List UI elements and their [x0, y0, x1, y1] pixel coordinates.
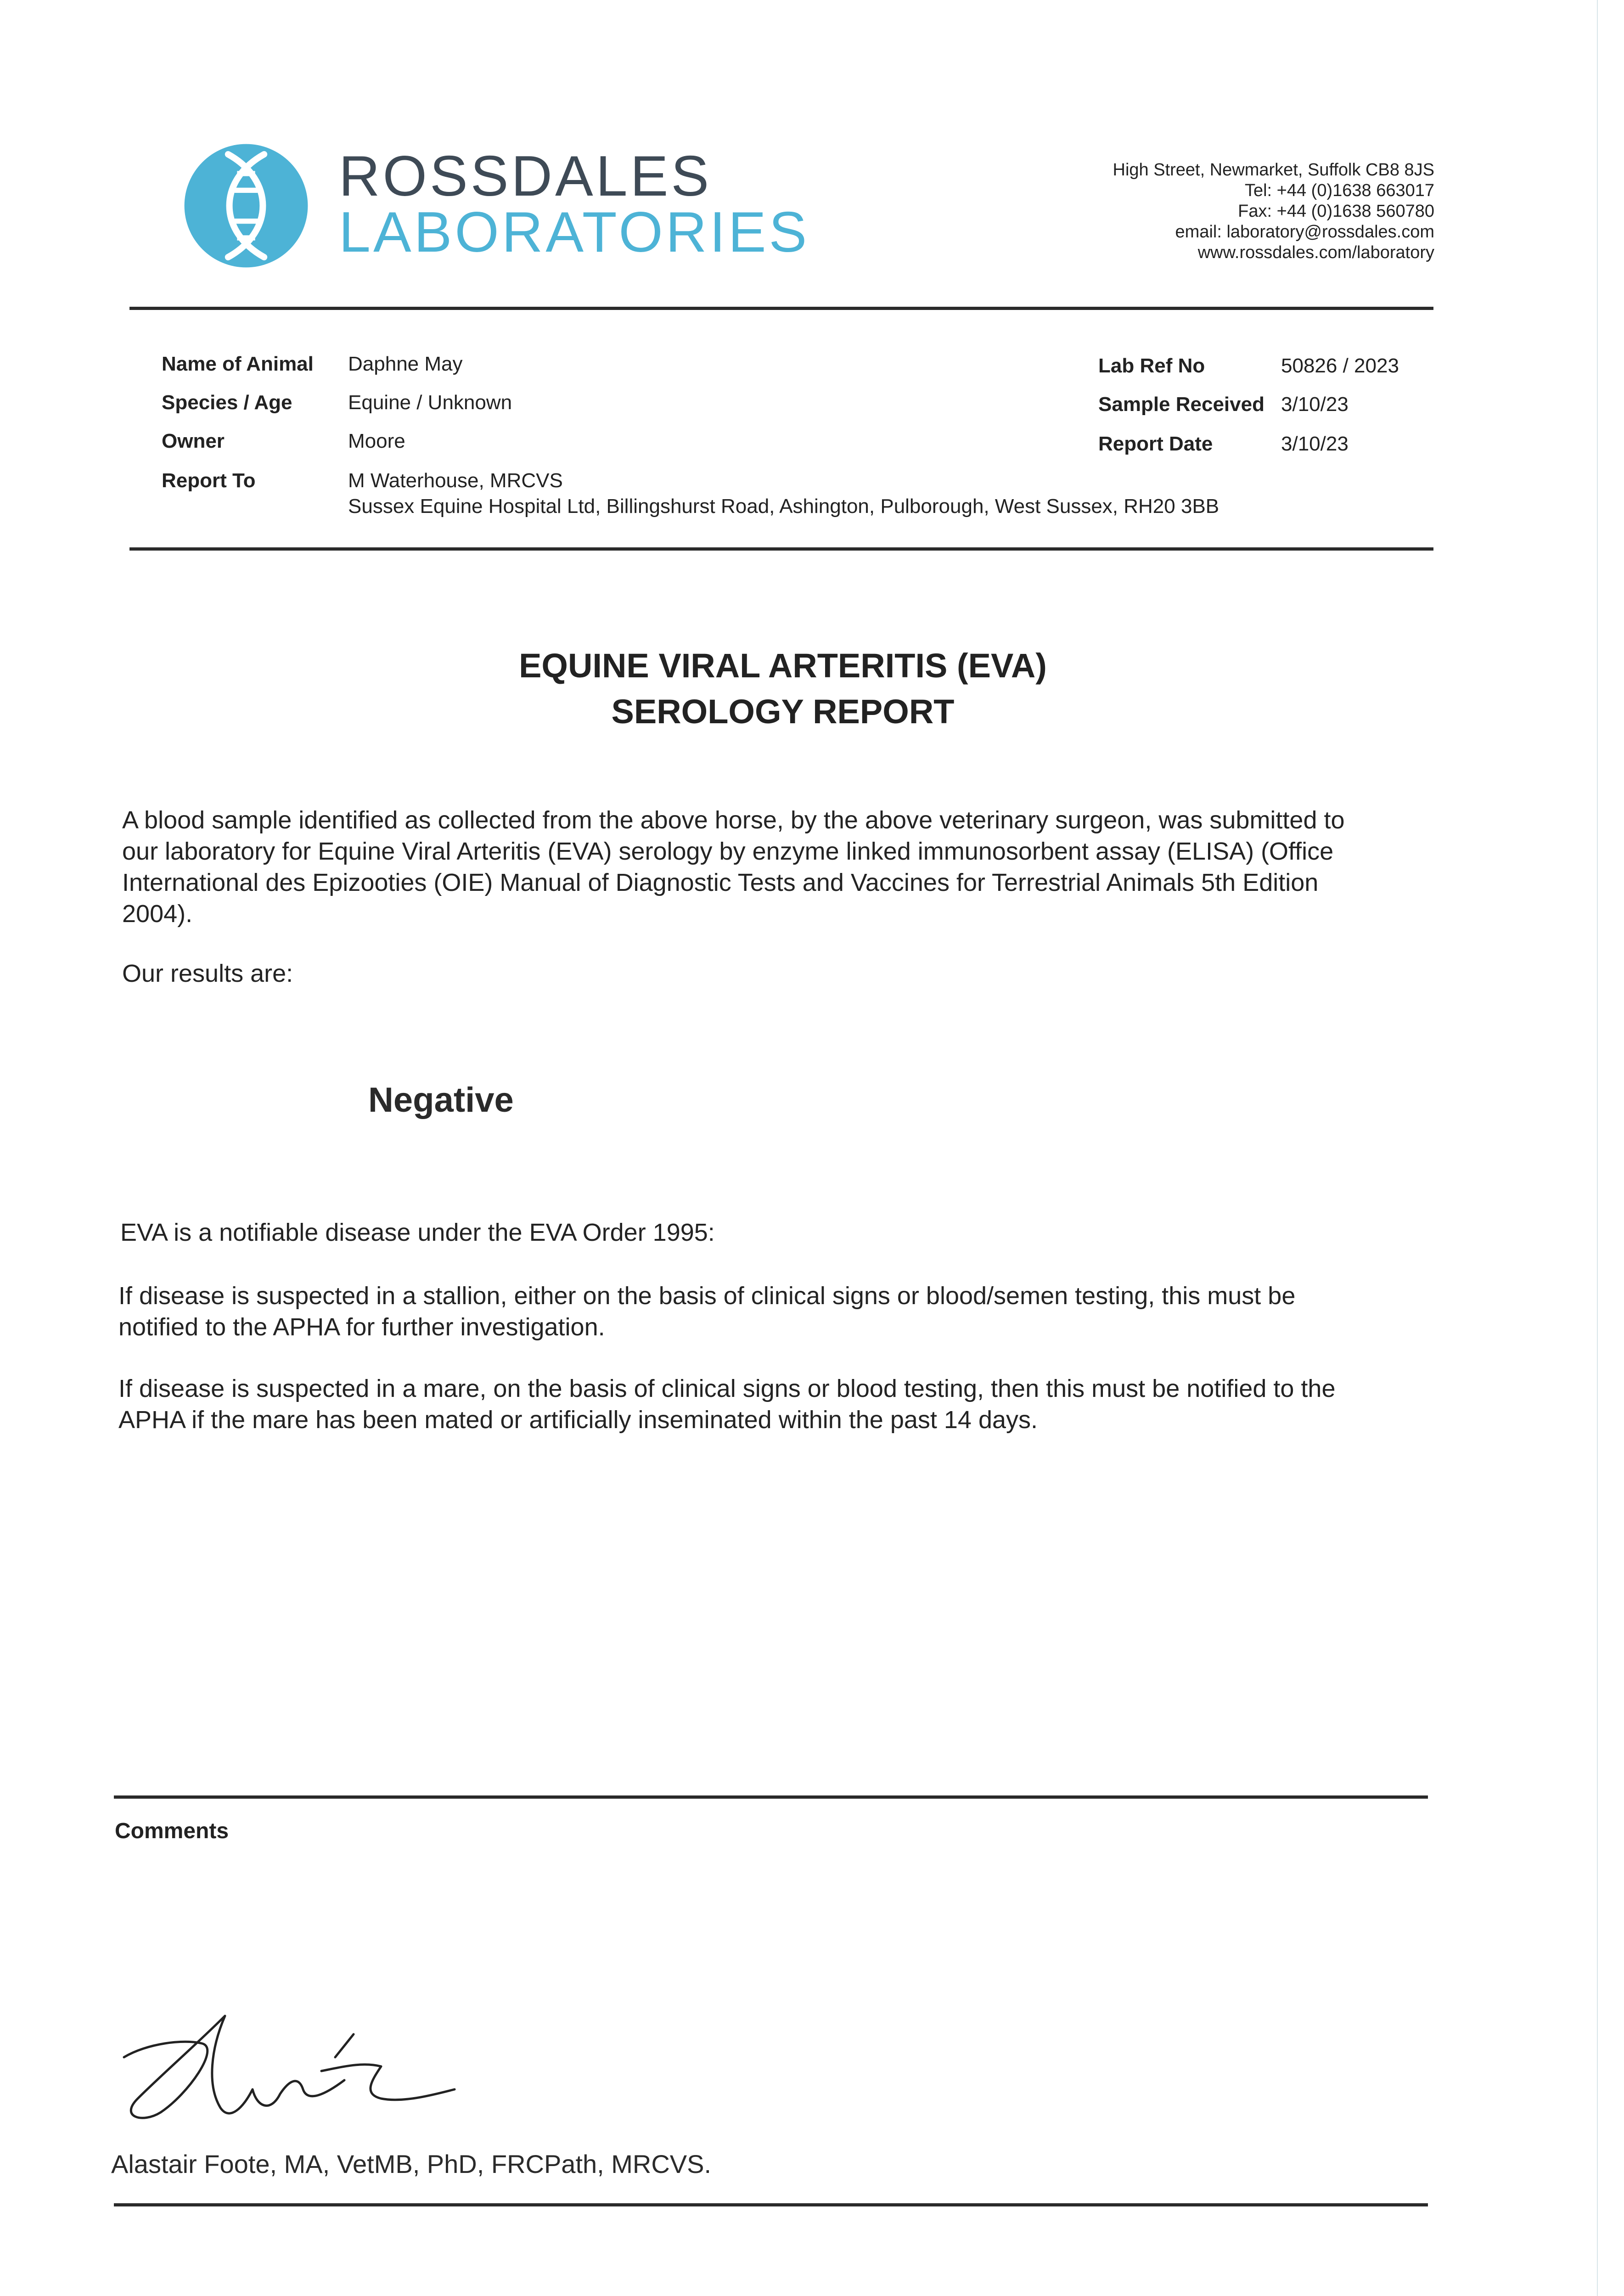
name-of-animal-value: Daphne May	[348, 353, 463, 375]
results-intro-text: Our results are:	[122, 960, 293, 987]
comments-label: Comments	[115, 1819, 229, 1843]
owner-label: Owner	[162, 430, 225, 452]
report-title-line-2: SEROLOGY REPORT	[611, 692, 955, 731]
results-intro	[122, 958, 293, 989]
result-value: Negative	[368, 1080, 514, 1120]
stallion-line: If disease is suspected in a stallion, either on the basis of clinical signs or blood/semen testing, this must be	[118, 1282, 1296, 1310]
signatory-name: Alastair Foote, MA, VetMB, PhD, FRCPath, MRCVS.	[111, 2150, 712, 2178]
info-divider	[129, 547, 1433, 551]
lab-ref-value: 50826 / 2023	[1281, 355, 1399, 377]
lab-ref-label: Lab Ref No	[1098, 355, 1205, 377]
intro-line: A blood sample identified as collected from the above horse, by the above veterinary surgeon, was submitted to	[122, 806, 1345, 834]
dna-helix-circle-icon	[182, 141, 310, 270]
intro-line: International des Epizooties (OIE) Manual of Diagnostic Tests and Vaccines for Terrestrial Animals 5th Edition	[122, 869, 1319, 896]
species-age-label: Species / Age	[162, 391, 292, 414]
report-to-name: M Waterhouse, MRCVS	[348, 469, 563, 492]
report-to-address: Sussex Equine Hospital Ltd, Billingshurst Road, Ashington, Pulborough, West Sussex, RH20 3BB	[348, 495, 1219, 518]
brand-subname: LABORATORIES	[339, 201, 810, 264]
report-to-label: Report To	[162, 469, 256, 492]
sample-received-value: 3/10/23	[1281, 393, 1349, 416]
report-title-line-1: EQUINE VIRAL ARTERITIS (EVA)	[519, 647, 1047, 685]
stallion-paragraph	[118, 1280, 1295, 1343]
address-tel: Tel: +44 (0)1638 663017	[1244, 181, 1434, 200]
comments-divider	[114, 1795, 1428, 1799]
report-date-label: Report Date	[1098, 433, 1213, 455]
address-fax: Fax: +44 (0)1638 560780	[1238, 202, 1434, 221]
notifiable-text: EVA is a notifiable disease under the EVA Order 1995:	[120, 1219, 715, 1246]
intro-line: our laboratory for Equine Viral Arteritis (EVA) serology by enzyme linked immunosorbent assay (ELISA) (Office	[122, 838, 1334, 865]
header-divider	[129, 307, 1433, 310]
signature	[106, 2002, 464, 2131]
mare-line: If disease is suspected in a mare, on the basis of clinical signs or blood testing, then this must be notified to the	[118, 1375, 1336, 1402]
lab-address	[918, 160, 1434, 263]
notifiable-statement	[120, 1217, 715, 1248]
page-edge	[1597, 0, 1598, 2296]
sample-received-label: Sample Received	[1098, 393, 1264, 416]
address-email: email: laboratory@rossdales.com	[1175, 222, 1434, 242]
address-street: High Street, Newmarket, Suffolk CB8 8JS	[1113, 160, 1434, 180]
address-website: www.rossdales.com/laboratory	[1197, 243, 1434, 262]
name-of-animal-label: Name of Animal	[162, 353, 314, 375]
report-date-value: 3/10/23	[1281, 433, 1349, 455]
owner-value: Moore	[348, 430, 405, 452]
intro-paragraph	[122, 805, 1345, 929]
mare-line: APHA if the mare has been mated or artificially inseminated within the past 14 days.	[118, 1406, 1038, 1434]
footer-divider	[114, 2203, 1428, 2206]
intro-line: 2004).	[122, 900, 193, 928]
mare-paragraph	[118, 1373, 1335, 1435]
report-title	[0, 643, 1566, 735]
species-age-value: Equine / Unknown	[348, 391, 512, 414]
stallion-line: notified to the APHA for further investigation.	[118, 1313, 605, 1341]
brand-name: ROSSDALES	[339, 145, 712, 208]
